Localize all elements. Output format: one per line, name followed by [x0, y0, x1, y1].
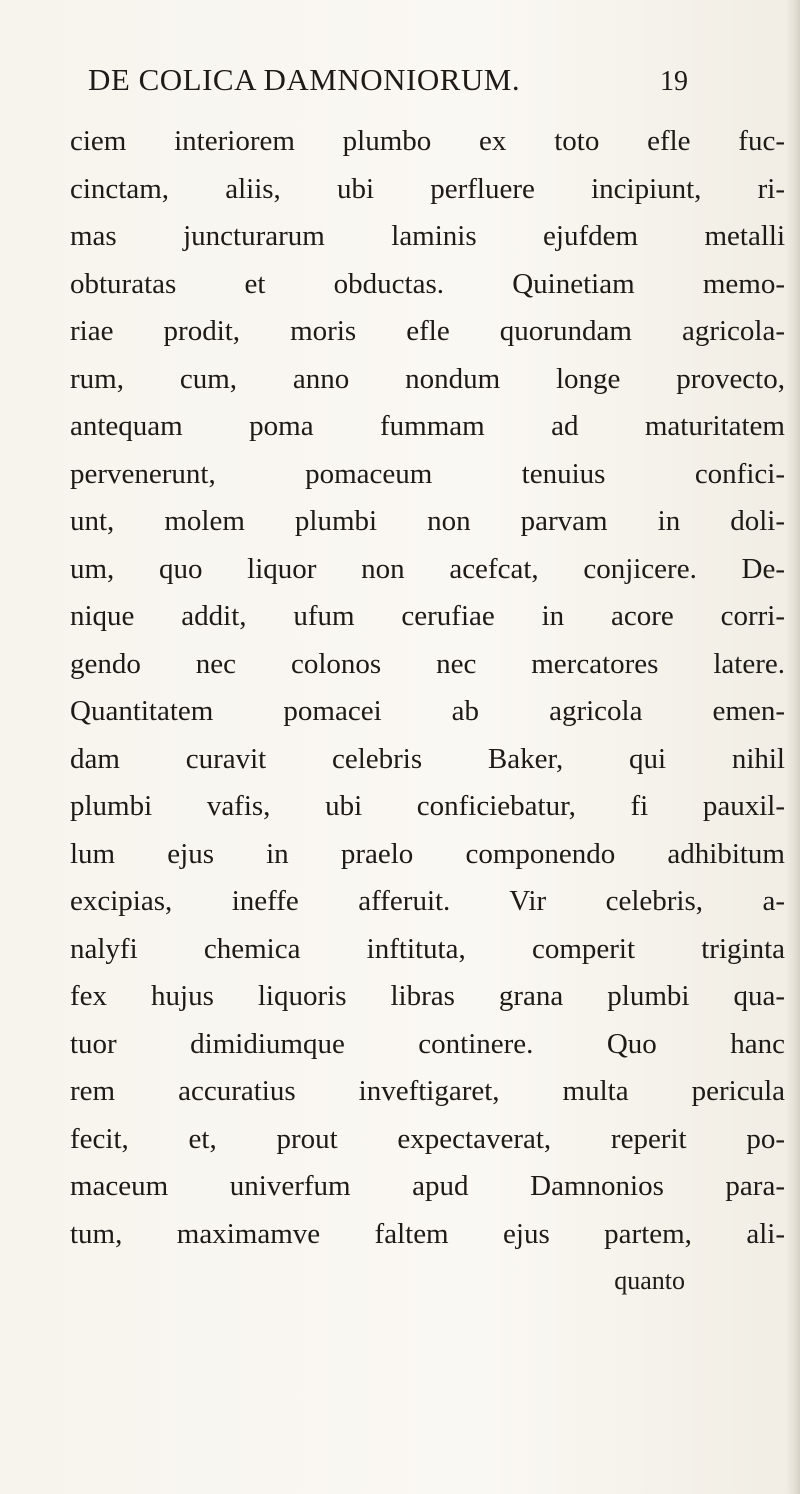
text-line: riae prodit, moris efle quorundam agricola-: [70, 315, 785, 347]
text-line: lum ejus in praelo componendo adhibitum: [70, 837, 785, 870]
text-line: dam curavit celebris Baker, qui nihil: [70, 742, 785, 775]
text-line: gendo nec colonos nec mercatores latere.: [70, 647, 785, 680]
text-line: ciem interiorem plumbo ex toto efle fuc-: [70, 125, 785, 157]
text-line: unt, molem plumbi non parvam in doli-: [70, 505, 785, 537]
text-line: antequam poma fummam ad maturitatem: [70, 410, 785, 442]
text-line: cinctam, aliis, ubi perfluere incipiunt, ri-: [70, 172, 785, 205]
text-line: excipias, ineffe afferuit. Vir celebris, a-: [70, 885, 785, 917]
text-line: rem accuratius inveftigaret, multa pericula: [70, 1075, 785, 1107]
running-head: [88, 62, 688, 106]
text-line: obturatas et obductas. Quinetiam memo-: [70, 267, 785, 300]
page-number: 19: [660, 66, 688, 97]
text-line: tum, maximamve faltem ejus partem, ali-: [70, 1217, 785, 1250]
text-line: rum, cum, anno nondum longe provecto,: [70, 362, 785, 395]
text-line: plumbi vafis, ubi conficiebatur, fi pauxil-: [70, 790, 785, 822]
text-line: Quantitatem pomacei ab agricola emen-: [70, 695, 785, 727]
text-line: um, quo liquor non acefcat, conjicere. De-: [70, 552, 785, 585]
text-line: nique addit, ufum cerufiae in acore corri-: [70, 600, 785, 632]
text-line: fex hujus liquoris libras grana plumbi qua-: [70, 980, 785, 1012]
text-line: maceum univerfum apud Damnonios para-: [70, 1170, 785, 1202]
text-line: tuor dimidiumque continere. Quo hanc: [70, 1027, 785, 1060]
catchword: quanto: [614, 1266, 685, 1295]
text-line: pervenerunt, pomaceum tenuius confici-: [70, 457, 785, 490]
running-title: DE COLICA DAMNONIORUM.: [88, 62, 521, 97]
text-line: mas juncturarum laminis ejufdem metalli: [70, 220, 785, 252]
page-edge-shadow: [786, 0, 800, 1494]
text-line: nalyfi chemica inftituta, comperit triginta: [70, 932, 785, 965]
text-line: fecit, et, prout expectaverat, reperit po-: [70, 1122, 785, 1155]
